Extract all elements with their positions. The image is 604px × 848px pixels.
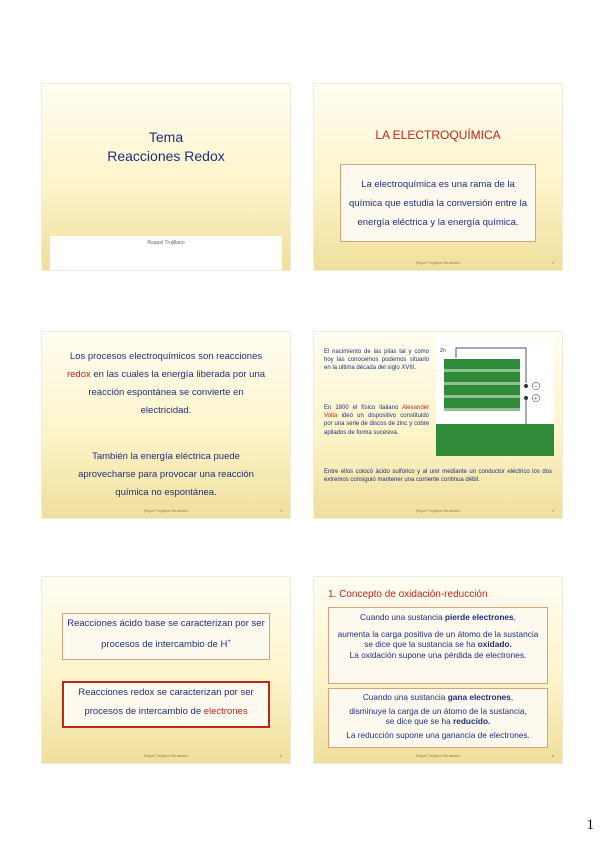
voltaic-pile-figure [436,338,554,456]
reduction-line-4: La reducción supone una ganancia de electrones. [346,729,530,740]
reduction-line-2: disminuye la carga de un átomo de la sustancia, [349,705,527,716]
paragraph-history: El nacimiento de las pilas tal y como hoy las conocemos podemos situarlo en la ultima década del siglo XVIII. [324,349,429,372]
text-segment: se dice que la sustancia se ha [364,639,478,649]
text-segment: , [513,612,516,622]
text-segment: en las cuales la energía liberada por una reacción espontánea se convierte en electricidad. [88,369,266,416]
text-segment: ideó un dispositivo constituido por una serie de discos de zinc y cobre apilados de forma sucesiva. [324,413,429,436]
text-segment: Cuando una sustancia [362,692,448,702]
voltaic-pile-illustration [436,338,554,456]
text-segment: Cuando una sustancia [360,612,445,622]
page-number: 1 [586,817,594,833]
electrones-highlight: electrones [203,706,248,717]
volta-highlight: Alexander Volta [324,405,429,420]
text-segment: En 1800 el físico italiano [324,405,402,411]
slide-5 [42,577,290,763]
slide-footer: Raquel Trujillano Hernández [143,509,189,513]
proton-superscript: + [227,639,231,645]
paragraph-electric-energy: También la energía eléctrica puede aprovecharse para provocar una reacción química no espontánea. [78,451,254,498]
terminal-positive [524,396,528,400]
topic-title: Reacciones Redox [107,148,225,164]
author-box [50,236,282,270]
slide-2 [314,84,562,270]
definition-text: La electroquímica es una rama de la química que estudia la conversión entre la energía eléctrica y la energía química. [349,178,527,228]
reduction-box [328,688,548,748]
slide-footer: Raquel Trujillano Hernández [415,754,461,758]
slide-footer: Raquel Trujillano Hernández [415,261,461,265]
redox-text: Reacciones redox se caracterizan por ser procesos de intercambio de [78,687,254,717]
reduction-line-3 [329,716,547,727]
base-plate [436,424,554,456]
gana-electrones: gana electrones [447,692,511,702]
slide-footer: Raquel Trujillano Hernández [415,509,461,513]
text-segment: , [510,692,514,702]
slide-number: 4 [552,509,554,513]
text-segment: se dice que se ha [385,716,453,726]
slide-4 [314,332,562,518]
plus-sign: + [534,396,538,402]
minus-sign: − [534,384,538,390]
reduction-line-1 [329,692,547,703]
paragraph-volta [324,404,429,437]
slide-6 [314,577,562,763]
slide-number: 5 [280,754,282,758]
text-segment: Los procesos electroquímicos son reacciones [69,351,263,362]
acid-base-box [62,613,270,660]
author-name: Raquel Trujillano [147,240,185,246]
definition-box [340,164,536,242]
slide-number: 2 [552,261,554,265]
paragraph-redox [62,348,270,420]
slide-1 [42,84,290,270]
slide-2-title: LA ELECTROQUÍMICA [375,128,501,142]
slide-number: 6 [552,754,554,758]
oxidado: oxidado. [477,639,512,649]
slide-1-title [42,128,290,166]
slide-6-title: 1. Concepto de oxidación-reducción [328,589,488,600]
terminal-negative [524,384,528,388]
redox-highlight: redox [66,369,91,380]
slide-number: 3 [280,509,282,513]
oxidation-line-1 [329,612,547,623]
acid-base-text: Reacciones ácido base se caracterizan por ser procesos de intercambio de H [67,618,265,651]
oxidation-line-3 [329,639,547,650]
redox-box [62,681,270,728]
slide-3 [42,332,290,518]
reducido: reducido. [453,716,491,726]
paragraph-acid: Entre ellos colocó ácido sulfúrico y al unir mediante un conductor eléctrico los dos extremos consiguió mantener una corriente continua débil. [324,469,552,484]
disc-stack [444,359,520,411]
oxidation-line-4: La oxidación supone una pérdida de electrones. [349,649,527,660]
topic-label: Tema [148,129,184,145]
oxidation-line-2: aumenta la carga positiva de un átomo de la sustancia [337,628,539,639]
slide-footer: Raquel Trujillano Hernández [143,754,189,758]
oxidation-box [328,607,548,684]
pierde-electrones: pierde electrones [444,612,514,622]
zn-label: Zn [440,348,446,354]
